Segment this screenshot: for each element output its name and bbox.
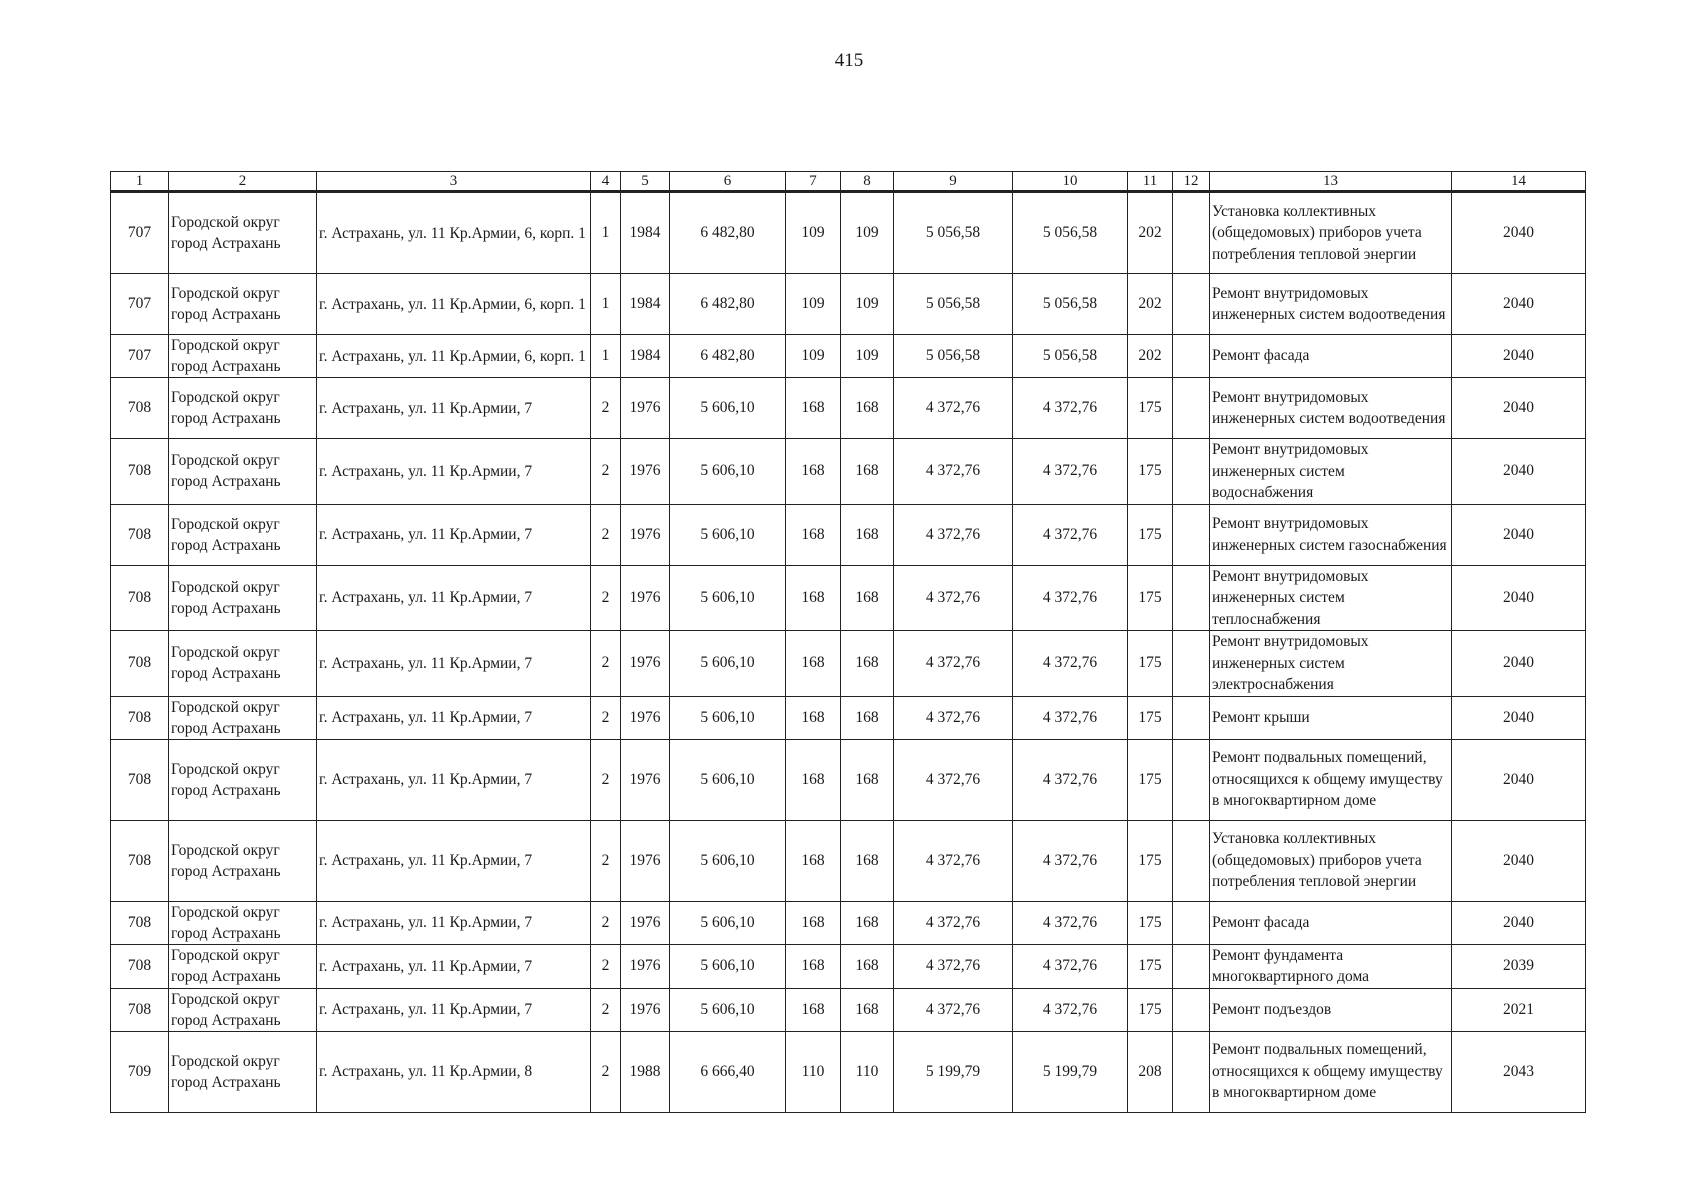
cell-col7: 168 bbox=[786, 378, 841, 439]
column-header: 13 bbox=[1210, 172, 1452, 192]
cell-area: 5 606,10 bbox=[670, 439, 786, 505]
cell-col9: 4 372,76 bbox=[894, 504, 1013, 565]
cell-plan-year: 2040 bbox=[1452, 820, 1586, 901]
cell-col10: 5 056,58 bbox=[1013, 192, 1128, 274]
cell-year: 1984 bbox=[621, 274, 670, 335]
cell-col9: 4 372,76 bbox=[894, 988, 1013, 1031]
cell-plan-year: 2040 bbox=[1452, 565, 1586, 631]
cell-col4: 2 bbox=[591, 439, 621, 505]
cell-area: 6 482,80 bbox=[670, 192, 786, 274]
cell-col11: 175 bbox=[1128, 988, 1173, 1031]
cell-col12 bbox=[1173, 565, 1210, 631]
cell-col9: 5 056,58 bbox=[894, 274, 1013, 335]
cell-work-type: Установка коллективных (общедомовых) приборов учета потребления тепловой энергии bbox=[1210, 820, 1452, 901]
cell-municipality: Городской округ город Астрахань bbox=[169, 504, 317, 565]
table-row bbox=[111, 439, 1586, 505]
cell-address: г. Астрахань, ул. 11 Кр.Армии, 7 bbox=[317, 565, 591, 631]
cell-area: 5 606,10 bbox=[670, 565, 786, 631]
cell-col12 bbox=[1173, 504, 1210, 565]
table-row bbox=[111, 988, 1586, 1031]
cell-id: 707 bbox=[111, 274, 169, 335]
table-row bbox=[111, 504, 1586, 565]
cell-year: 1976 bbox=[621, 378, 670, 439]
cell-col8: 168 bbox=[841, 504, 894, 565]
cell-col9: 4 372,76 bbox=[894, 439, 1013, 505]
cell-col12 bbox=[1173, 439, 1210, 505]
cell-year: 1976 bbox=[621, 901, 670, 944]
cell-col4: 2 bbox=[591, 565, 621, 631]
cell-col8: 109 bbox=[841, 335, 894, 378]
table-row bbox=[111, 335, 1586, 378]
cell-col10: 4 372,76 bbox=[1013, 565, 1128, 631]
cell-work-type: Ремонт внутридомовых инженерных систем водоснабжения bbox=[1210, 439, 1452, 505]
cell-col12 bbox=[1173, 274, 1210, 335]
cell-col10: 4 372,76 bbox=[1013, 378, 1128, 439]
cell-area: 5 606,10 bbox=[670, 988, 786, 1031]
cell-municipality: Городской округ город Астрахань bbox=[169, 820, 317, 901]
cell-id: 708 bbox=[111, 504, 169, 565]
cell-area: 5 606,10 bbox=[670, 739, 786, 820]
cell-address: г. Астрахань, ул. 11 Кр.Армии, 7 bbox=[317, 739, 591, 820]
cell-work-type: Ремонт подвальных помещений, относящихся к общему имуществу в многоквартирном доме bbox=[1210, 739, 1452, 820]
cell-address: г. Астрахань, ул. 11 Кр.Армии, 7 bbox=[317, 696, 591, 739]
cell-col11: 175 bbox=[1128, 565, 1173, 631]
cell-plan-year: 2040 bbox=[1452, 504, 1586, 565]
cell-col7: 168 bbox=[786, 504, 841, 565]
cell-municipality: Городской округ город Астрахань bbox=[169, 565, 317, 631]
cell-municipality: Городской округ город Астрахань bbox=[169, 335, 317, 378]
cell-col4: 2 bbox=[591, 696, 621, 739]
cell-plan-year: 2040 bbox=[1452, 274, 1586, 335]
cell-col7: 168 bbox=[786, 901, 841, 944]
cell-area: 5 606,10 bbox=[670, 944, 786, 988]
cell-col8: 168 bbox=[841, 901, 894, 944]
table-row bbox=[111, 696, 1586, 739]
cell-id: 709 bbox=[111, 1031, 169, 1112]
cell-id: 707 bbox=[111, 335, 169, 378]
cell-col11: 202 bbox=[1128, 274, 1173, 335]
cell-address: г. Астрахань, ул. 11 Кр.Армии, 7 bbox=[317, 631, 591, 697]
cell-year: 1976 bbox=[621, 504, 670, 565]
cell-col10: 4 372,76 bbox=[1013, 988, 1128, 1031]
cell-col4: 1 bbox=[591, 335, 621, 378]
cell-col7: 168 bbox=[786, 631, 841, 697]
cell-work-type: Ремонт внутридомовых инженерных систем газоснабжения bbox=[1210, 504, 1452, 565]
column-header: 6 bbox=[670, 172, 786, 192]
cell-area: 6 482,80 bbox=[670, 274, 786, 335]
cell-address: г. Астрахань, ул. 11 Кр.Армии, 6, корп. 1 bbox=[317, 335, 591, 378]
cell-plan-year: 2040 bbox=[1452, 901, 1586, 944]
table-row bbox=[111, 944, 1586, 988]
cell-col8: 168 bbox=[841, 631, 894, 697]
cell-year: 1976 bbox=[621, 631, 670, 697]
cell-col12 bbox=[1173, 192, 1210, 274]
cell-col12 bbox=[1173, 378, 1210, 439]
cell-year: 1988 bbox=[621, 1031, 670, 1112]
cell-address: г. Астрахань, ул. 11 Кр.Армии, 6, корп. 1 bbox=[317, 192, 591, 274]
cell-col12 bbox=[1173, 988, 1210, 1031]
cell-work-type: Ремонт фасада bbox=[1210, 901, 1452, 944]
cell-municipality: Городской округ город Астрахань bbox=[169, 378, 317, 439]
cell-work-type: Ремонт подъездов bbox=[1210, 988, 1452, 1031]
cell-col9: 4 372,76 bbox=[894, 944, 1013, 988]
cell-col10: 4 372,76 bbox=[1013, 820, 1128, 901]
cell-col9: 5 056,58 bbox=[894, 335, 1013, 378]
cell-year: 1984 bbox=[621, 192, 670, 274]
cell-col4: 2 bbox=[591, 901, 621, 944]
cell-col10: 4 372,76 bbox=[1013, 439, 1128, 505]
cell-col7: 168 bbox=[786, 988, 841, 1031]
cell-col10: 4 372,76 bbox=[1013, 696, 1128, 739]
table-row bbox=[111, 631, 1586, 697]
cell-municipality: Городской округ город Астрахань bbox=[169, 901, 317, 944]
cell-col9: 4 372,76 bbox=[894, 631, 1013, 697]
cell-col11: 175 bbox=[1128, 696, 1173, 739]
cell-work-type: Установка коллективных (общедомовых) приборов учета потребления тепловой энергии bbox=[1210, 192, 1452, 274]
cell-col11: 175 bbox=[1128, 378, 1173, 439]
cell-col12 bbox=[1173, 739, 1210, 820]
cell-col8: 168 bbox=[841, 696, 894, 739]
cell-col9: 4 372,76 bbox=[894, 901, 1013, 944]
cell-municipality: Городской округ город Астрахань bbox=[169, 696, 317, 739]
cell-year: 1976 bbox=[621, 565, 670, 631]
cell-work-type: Ремонт внутридомовых инженерных систем водоотведения bbox=[1210, 274, 1452, 335]
table-row bbox=[111, 378, 1586, 439]
cell-address: г. Астрахань, ул. 11 Кр.Армии, 7 bbox=[317, 988, 591, 1031]
table-row bbox=[111, 739, 1586, 820]
cell-address: г. Астрахань, ул. 11 Кр.Армии, 7 bbox=[317, 901, 591, 944]
cell-col8: 168 bbox=[841, 565, 894, 631]
cell-col10: 5 056,58 bbox=[1013, 274, 1128, 335]
cell-municipality: Городской округ город Астрахань bbox=[169, 192, 317, 274]
cell-area: 6 482,80 bbox=[670, 335, 786, 378]
table-row bbox=[111, 1031, 1586, 1112]
cell-area: 5 606,10 bbox=[670, 504, 786, 565]
cell-work-type: Ремонт подвальных помещений, относящихся к общему имуществу в многоквартирном доме bbox=[1210, 1031, 1452, 1112]
cell-address: г. Астрахань, ул. 11 Кр.Армии, 7 bbox=[317, 378, 591, 439]
cell-col8: 168 bbox=[841, 739, 894, 820]
cell-col10: 4 372,76 bbox=[1013, 739, 1128, 820]
cell-col7: 168 bbox=[786, 565, 841, 631]
cell-address: г. Астрахань, ул. 11 Кр.Армии, 6, корп. 1 bbox=[317, 274, 591, 335]
cell-area: 5 606,10 bbox=[670, 378, 786, 439]
cell-col9: 4 372,76 bbox=[894, 739, 1013, 820]
cell-id: 708 bbox=[111, 944, 169, 988]
cell-id: 708 bbox=[111, 565, 169, 631]
cell-col11: 175 bbox=[1128, 739, 1173, 820]
cell-municipality: Городской округ город Астрахань bbox=[169, 274, 317, 335]
cell-year: 1984 bbox=[621, 335, 670, 378]
cell-col12 bbox=[1173, 820, 1210, 901]
cell-id: 708 bbox=[111, 631, 169, 697]
cell-col9: 4 372,76 bbox=[894, 820, 1013, 901]
table-row bbox=[111, 901, 1586, 944]
cell-work-type: Ремонт фасада bbox=[1210, 335, 1452, 378]
cell-col7: 168 bbox=[786, 944, 841, 988]
column-header: 7 bbox=[786, 172, 841, 192]
cell-col8: 110 bbox=[841, 1031, 894, 1112]
cell-id: 708 bbox=[111, 901, 169, 944]
cell-work-type: Ремонт внутридомовых инженерных систем теплоснабжения bbox=[1210, 565, 1452, 631]
cell-address: г. Астрахань, ул. 11 Кр.Армии, 7 bbox=[317, 944, 591, 988]
cell-col12 bbox=[1173, 696, 1210, 739]
cell-col9: 4 372,76 bbox=[894, 565, 1013, 631]
cell-col8: 168 bbox=[841, 988, 894, 1031]
cell-col10: 4 372,76 bbox=[1013, 901, 1128, 944]
cell-year: 1976 bbox=[621, 820, 670, 901]
cell-id: 708 bbox=[111, 820, 169, 901]
cell-year: 1976 bbox=[621, 988, 670, 1031]
cell-col4: 2 bbox=[591, 378, 621, 439]
cell-col12 bbox=[1173, 944, 1210, 988]
cell-area: 5 606,10 bbox=[670, 631, 786, 697]
cell-col7: 168 bbox=[786, 739, 841, 820]
cell-municipality: Городской округ город Астрахань bbox=[169, 988, 317, 1031]
cell-year: 1976 bbox=[621, 944, 670, 988]
cell-plan-year: 2040 bbox=[1452, 335, 1586, 378]
cell-col11: 175 bbox=[1128, 901, 1173, 944]
cell-area: 5 606,10 bbox=[670, 901, 786, 944]
cell-municipality: Городской округ город Астрахань bbox=[169, 944, 317, 988]
cell-col4: 2 bbox=[591, 739, 621, 820]
cell-col7: 110 bbox=[786, 1031, 841, 1112]
cell-col9: 4 372,76 bbox=[894, 696, 1013, 739]
cell-plan-year: 2039 bbox=[1452, 944, 1586, 988]
cell-col4: 2 bbox=[591, 1031, 621, 1112]
cell-col9: 5 199,79 bbox=[894, 1031, 1013, 1112]
cell-col4: 2 bbox=[591, 988, 621, 1031]
cell-plan-year: 2040 bbox=[1452, 631, 1586, 697]
cell-col7: 168 bbox=[786, 696, 841, 739]
cell-col8: 109 bbox=[841, 192, 894, 274]
column-header: 5 bbox=[621, 172, 670, 192]
cell-col12 bbox=[1173, 901, 1210, 944]
cell-municipality: Городской округ город Астрахань bbox=[169, 439, 317, 505]
cell-col11: 175 bbox=[1128, 631, 1173, 697]
cell-address: г. Астрахань, ул. 11 Кр.Армии, 8 bbox=[317, 1031, 591, 1112]
cell-col7: 109 bbox=[786, 192, 841, 274]
cell-col8: 109 bbox=[841, 274, 894, 335]
cell-address: г. Астрахань, ул. 11 Кр.Армии, 7 bbox=[317, 504, 591, 565]
cell-col4: 2 bbox=[591, 504, 621, 565]
cell-col11: 175 bbox=[1128, 504, 1173, 565]
cell-work-type: Ремонт крыши bbox=[1210, 696, 1452, 739]
table-row bbox=[111, 192, 1586, 274]
cell-municipality: Городской округ город Астрахань bbox=[169, 739, 317, 820]
column-header: 4 bbox=[591, 172, 621, 192]
cell-year: 1976 bbox=[621, 696, 670, 739]
cell-work-type: Ремонт внутридомовых инженерных систем водоотведения bbox=[1210, 378, 1452, 439]
column-header: 14 bbox=[1452, 172, 1586, 192]
cell-work-type: Ремонт внутридомовых инженерных систем электроснабжения bbox=[1210, 631, 1452, 697]
cell-col12 bbox=[1173, 1031, 1210, 1112]
cell-col11: 208 bbox=[1128, 1031, 1173, 1112]
cell-col4: 1 bbox=[591, 274, 621, 335]
cell-area: 6 666,40 bbox=[670, 1031, 786, 1112]
cell-col11: 202 bbox=[1128, 192, 1173, 274]
column-header: 8 bbox=[841, 172, 894, 192]
column-header: 3 bbox=[317, 172, 591, 192]
cell-col10: 4 372,76 bbox=[1013, 504, 1128, 565]
column-header: 9 bbox=[894, 172, 1013, 192]
cell-col7: 109 bbox=[786, 335, 841, 378]
capital-repair-table bbox=[110, 171, 1586, 1113]
cell-address: г. Астрахань, ул. 11 Кр.Армии, 7 bbox=[317, 820, 591, 901]
cell-municipality: Городской округ город Астрахань bbox=[169, 1031, 317, 1112]
column-header: 11 bbox=[1128, 172, 1173, 192]
cell-col7: 168 bbox=[786, 439, 841, 505]
cell-col10: 4 372,76 bbox=[1013, 631, 1128, 697]
cell-col10: 5 199,79 bbox=[1013, 1031, 1128, 1112]
cell-col7: 168 bbox=[786, 820, 841, 901]
cell-col4: 1 bbox=[591, 192, 621, 274]
cell-year: 1976 bbox=[621, 739, 670, 820]
cell-col10: 5 056,58 bbox=[1013, 335, 1128, 378]
cell-col11: 175 bbox=[1128, 944, 1173, 988]
cell-col8: 168 bbox=[841, 439, 894, 505]
cell-area: 5 606,10 bbox=[670, 696, 786, 739]
column-header: 12 bbox=[1173, 172, 1210, 192]
cell-plan-year: 2043 bbox=[1452, 1031, 1586, 1112]
cell-col4: 2 bbox=[591, 631, 621, 697]
cell-plan-year: 2040 bbox=[1452, 192, 1586, 274]
cell-col7: 109 bbox=[786, 274, 841, 335]
cell-id: 708 bbox=[111, 739, 169, 820]
cell-id: 708 bbox=[111, 988, 169, 1031]
table-row bbox=[111, 565, 1586, 631]
header-row bbox=[111, 172, 1586, 192]
cell-work-type: Ремонт фундамента многоквартирного дома bbox=[1210, 944, 1452, 988]
cell-col11: 202 bbox=[1128, 335, 1173, 378]
cell-col4: 2 bbox=[591, 944, 621, 988]
cell-id: 707 bbox=[111, 192, 169, 274]
page-number: 415 bbox=[834, 50, 864, 71]
table-row bbox=[111, 274, 1586, 335]
cell-col11: 175 bbox=[1128, 439, 1173, 505]
column-header: 2 bbox=[169, 172, 317, 192]
column-header: 1 bbox=[111, 172, 169, 192]
cell-plan-year: 2040 bbox=[1452, 378, 1586, 439]
cell-id: 708 bbox=[111, 439, 169, 505]
table-row bbox=[111, 820, 1586, 901]
cell-col9: 4 372,76 bbox=[894, 378, 1013, 439]
cell-year: 1976 bbox=[621, 439, 670, 505]
column-header: 10 bbox=[1013, 172, 1128, 192]
cell-col8: 168 bbox=[841, 820, 894, 901]
cell-col9: 5 056,58 bbox=[894, 192, 1013, 274]
cell-col8: 168 bbox=[841, 378, 894, 439]
cell-col12 bbox=[1173, 631, 1210, 697]
cell-col12 bbox=[1173, 335, 1210, 378]
cell-id: 708 bbox=[111, 696, 169, 739]
cell-plan-year: 2040 bbox=[1452, 739, 1586, 820]
cell-area: 5 606,10 bbox=[670, 820, 786, 901]
cell-plan-year: 2040 bbox=[1452, 696, 1586, 739]
cell-plan-year: 2040 bbox=[1452, 439, 1586, 505]
cell-col4: 2 bbox=[591, 820, 621, 901]
cell-address: г. Астрахань, ул. 11 Кр.Армии, 7 bbox=[317, 439, 591, 505]
cell-id: 708 bbox=[111, 378, 169, 439]
cell-col8: 168 bbox=[841, 944, 894, 988]
cell-plan-year: 2021 bbox=[1452, 988, 1586, 1031]
cell-col10: 4 372,76 bbox=[1013, 944, 1128, 988]
cell-municipality: Городской округ город Астрахань bbox=[169, 631, 317, 697]
cell-col11: 175 bbox=[1128, 820, 1173, 901]
